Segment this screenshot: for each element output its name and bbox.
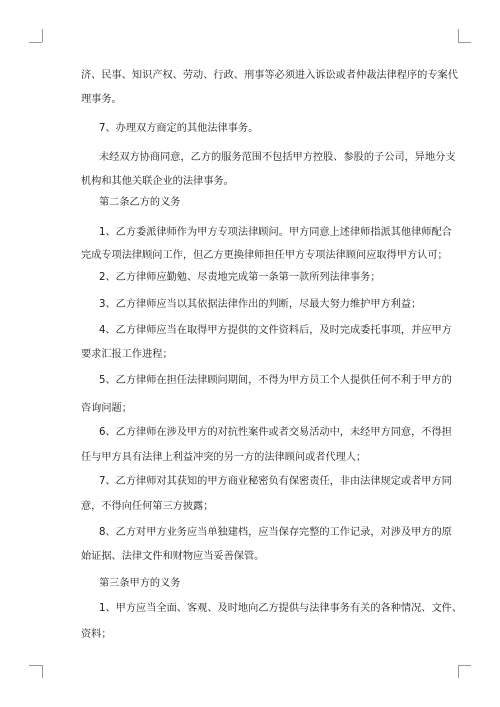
section-heading: 第二条乙方的义务 — [99, 197, 181, 208]
text-line: 完成专项法律顾问工作，但乙方更换律师担任甲方专项法律顾问应取得甲方认可； — [81, 250, 448, 261]
text-line: 要求汇报工作进程； — [81, 349, 173, 360]
text-line: 8、乙方对甲方业务应当单独建档，应当保存完整的工作记录，对涉及甲方的原 — [99, 527, 452, 538]
text-line: 1、甲方应当全面、客观、及时地向乙方提供与法律事务有关的各种情况、文件、 — [99, 603, 463, 614]
text-line: 1、乙方委派律师作为甲方专项法律顾问。甲方同意上述律师指派其他律师配合 — [99, 227, 452, 238]
text-line: 机构和其他关联企业的法律事务。 — [81, 176, 234, 187]
text-line: 6、乙方律师在涉及甲方的对抗性案件或者交易活动中，未经甲方同意，不得担 — [99, 427, 452, 438]
text-line: 未经双方协商同意，乙方的服务范围不包括甲方控股、参股的子公司，异地分支 — [99, 152, 456, 163]
section-heading: 第三条甲方的义务 — [99, 578, 181, 589]
text-line: 理事务。 — [81, 94, 122, 105]
text-line: 资料； — [81, 629, 112, 640]
text-line: 济、民事、知识产权、劳动、行政、刑事等必须进入诉讼或者仲裁法律程序的专案代 — [81, 70, 458, 81]
text-line: 7、办理双方商定的其他法律事务。 — [99, 123, 259, 134]
text-line: 5、乙方律师在担任法律顾问期间，不得为甲方员工个人提供任何不利于甲方的 — [99, 375, 452, 386]
text-line: 咨询问题； — [81, 403, 132, 414]
text-line: 始证据、法律文件和财物应当妥善保管。 — [81, 551, 265, 562]
text-line: 3、乙方律师应当以其依据法律作出的判断，尽最大努力维护甲方利益； — [99, 299, 422, 310]
text-line: 任与甲方具有法律上利益冲突的另一方的法律顾问或者代理人； — [81, 452, 367, 463]
text-line: 7、乙方律师对其获知的甲方商业秘密负有保密责任，非由法律规定或者甲方同 — [99, 476, 452, 487]
text-line: 意，不得向任何第三方披露； — [81, 501, 214, 512]
text-line: 4、乙方律师应当在取得甲方提供的文件资料后，及时完成委托事项，并应甲方 — [99, 325, 452, 336]
text-line: 2、乙方律师应勤勉、尽责地完成第一条第一款所列法律事务； — [99, 272, 381, 283]
